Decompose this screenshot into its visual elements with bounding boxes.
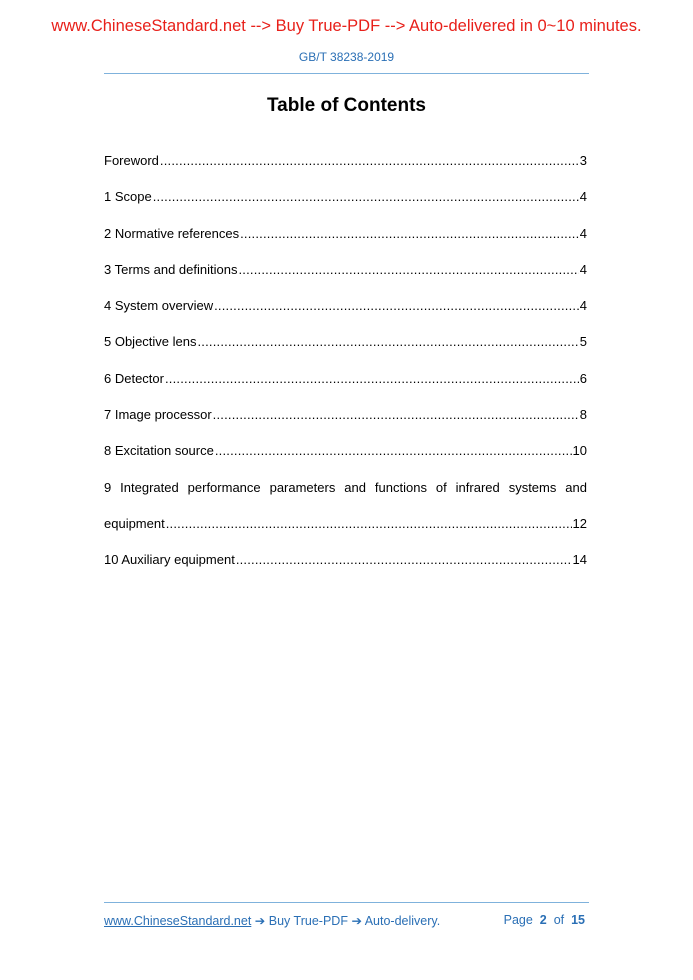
- dot-leader: [198, 333, 579, 351]
- toc-entry-label: 10 Auxiliary equipment: [104, 552, 235, 568]
- page-indicator: [504, 913, 585, 927]
- dot-leader: [213, 406, 579, 424]
- toc-entry-label: 6 Detector: [104, 370, 164, 386]
- toc-entry-scope[interactable]: [104, 188, 587, 224]
- dot-leader: [160, 152, 579, 170]
- toc-entry-label: 3 Terms and definitions: [104, 261, 238, 277]
- toc-entry-objective-lens[interactable]: [104, 333, 587, 369]
- toc-entry-page: 6: [579, 370, 587, 386]
- toc-entry-page: 10: [572, 443, 587, 459]
- of-word: of: [553, 913, 565, 927]
- toc-entry-label: 2 Normative references: [104, 225, 240, 241]
- toc-entry-label: 7 Image processor: [104, 407, 212, 423]
- purchase-banner[interactable]: www.ChineseStandard.net --> Buy True-PDF --> Auto-delivered in 0~10 minutes.: [51, 17, 642, 35]
- dot-leader: [240, 225, 579, 243]
- toc-entry-excitation-source[interactable]: [104, 442, 587, 478]
- arrow-right-icon: ➔: [254, 914, 266, 928]
- current-page-number: 2: [539, 913, 547, 927]
- toc-entry-foreword[interactable]: [104, 152, 587, 188]
- toc-entry-label: 1 Scope: [104, 189, 152, 205]
- total-pages-number: 15: [571, 913, 585, 927]
- toc-entry-page: 4: [579, 261, 587, 277]
- toc-entry-page: 4: [579, 225, 587, 241]
- toc-entry-label: Foreword: [104, 153, 159, 168]
- toc-entry-label: 5 Objective lens: [104, 334, 197, 350]
- toc-entry-label: 4 System overview: [104, 298, 214, 314]
- toc-entry-page: 4: [579, 298, 587, 314]
- toc-entry-page: 3: [579, 153, 587, 168]
- toc-entry-label: 8 Excitation source: [104, 443, 214, 459]
- dot-leader: [166, 515, 572, 533]
- page-footer: [104, 913, 589, 928]
- standard-code-header: GB/T 38238-2019: [298, 50, 395, 64]
- toc-entry-image-processor[interactable]: [104, 406, 587, 442]
- toc-entry-page: 5: [579, 334, 587, 350]
- dot-leader: [238, 261, 578, 279]
- toc-entry-page: 8: [579, 407, 587, 423]
- header-divider: [104, 73, 589, 74]
- toc-entry-system-overview[interactable]: [104, 297, 587, 333]
- toc-entry-label-continued: equipment: [104, 515, 165, 531]
- footer-divider: [104, 902, 589, 903]
- dot-leader: [215, 442, 572, 460]
- toc-entry-normative-references[interactable]: [104, 225, 587, 261]
- auto-delivery-text: Auto-delivery.: [364, 914, 441, 928]
- arrow-right-icon: ➔: [351, 914, 362, 928]
- toc-entry-auxiliary-equipment[interactable]: [104, 551, 587, 587]
- buy-pdf-text: Buy True-PDF: [268, 914, 348, 928]
- dot-leader: [165, 370, 579, 388]
- toc-entry-integrated-performance-line1[interactable]: [104, 479, 587, 515]
- toc-entry-integrated-performance-line2[interactable]: [104, 515, 587, 551]
- dot-leader: [236, 551, 572, 569]
- toc-entry-terms-and-definitions[interactable]: [104, 261, 587, 297]
- page-word: Page: [503, 913, 533, 927]
- toc-entry-detector[interactable]: [104, 370, 587, 406]
- dot-leader: [214, 297, 579, 315]
- toc-entry-page: 4: [579, 189, 587, 205]
- toc-entry-label: 9 Integrated performance parameters and functions of infrared systems and: [104, 479, 587, 495]
- page-title: Table of Contents: [266, 95, 427, 116]
- table-of-contents: [104, 152, 587, 588]
- toc-entry-page: 14: [572, 552, 587, 568]
- toc-entry-page: 12: [572, 515, 587, 531]
- site-link[interactable]: www.ChineseStandard.net: [104, 914, 252, 928]
- dot-leader: [153, 188, 579, 206]
